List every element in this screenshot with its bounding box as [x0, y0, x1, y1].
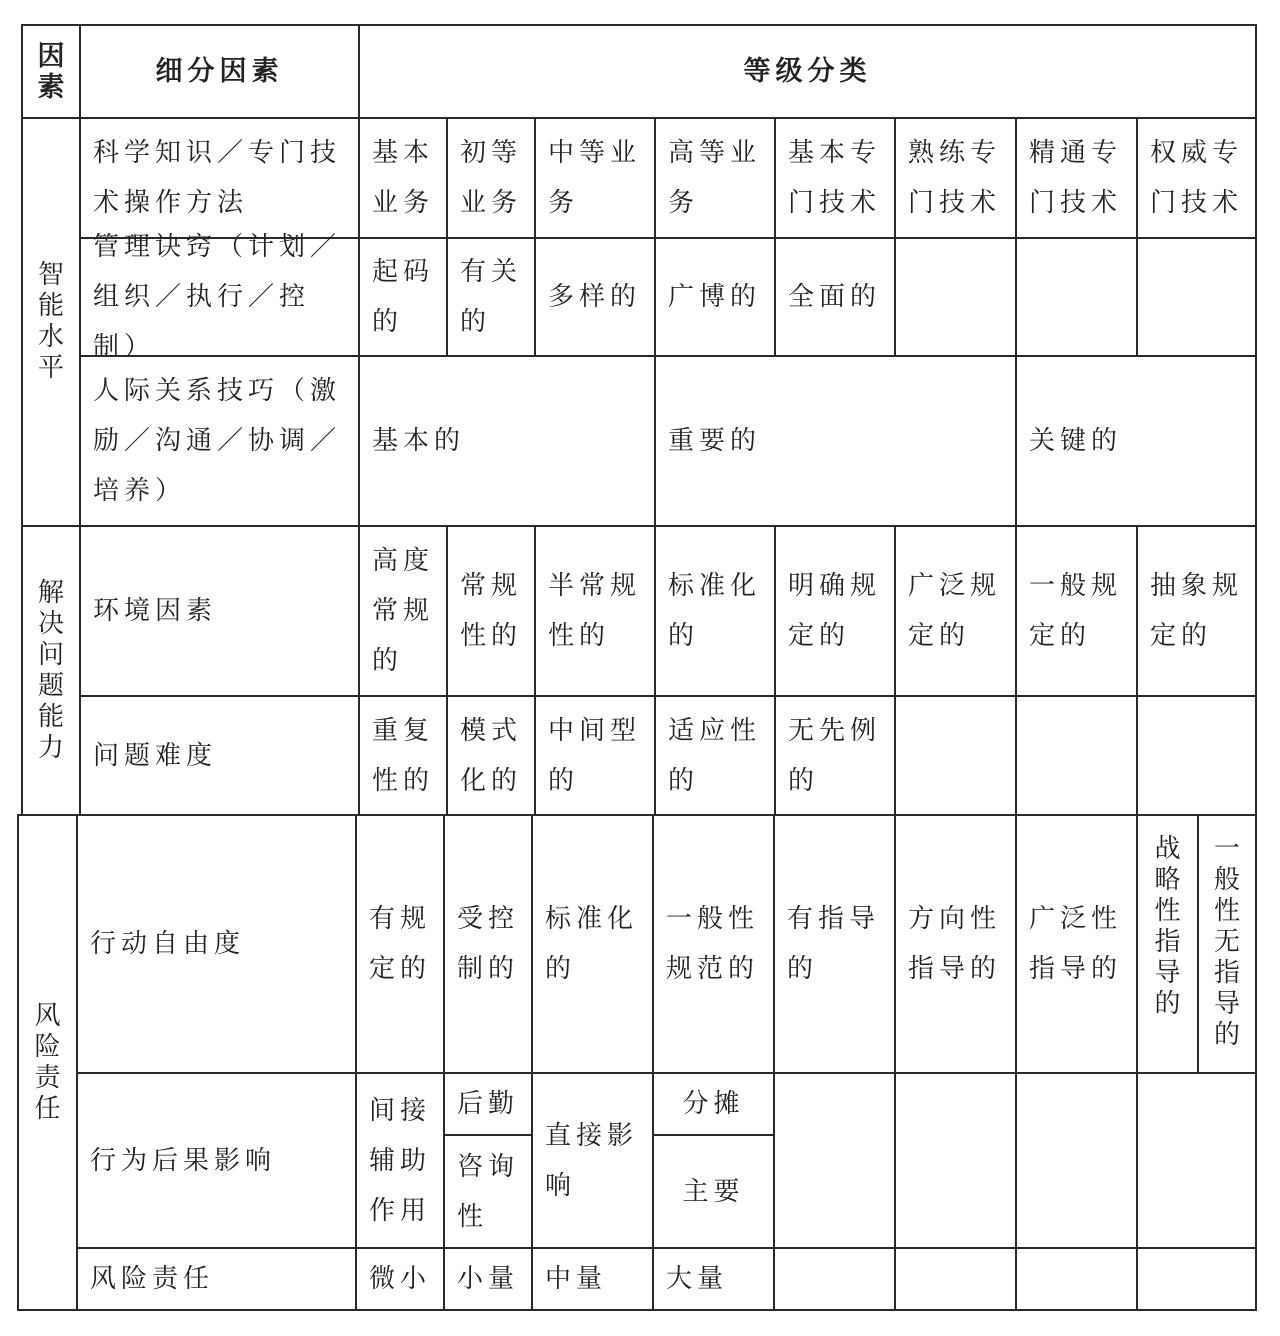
level-cell [1015, 1247, 1138, 1311]
level-cell [774, 117, 896, 239]
level-cell [358, 695, 448, 816]
level-cell [1136, 117, 1257, 239]
level-cell [1015, 525, 1138, 697]
level-cell [1015, 814, 1138, 1074]
level-cell [1136, 1072, 1257, 1249]
level-cell [358, 525, 448, 697]
level-cell [355, 1072, 445, 1249]
level-cell [654, 355, 1017, 527]
level-cell [654, 117, 776, 239]
level-cell [534, 117, 656, 239]
cell-text: 模式化的 [460, 715, 523, 796]
level-cell [358, 117, 448, 239]
level-cell [654, 695, 776, 816]
cell-text: 无先例的 [788, 715, 882, 796]
level-cell [894, 695, 1017, 816]
cell-text: 中等业务 [548, 138, 642, 218]
level-cell [654, 525, 776, 697]
level-cell [1136, 525, 1257, 697]
level-cell [1136, 695, 1257, 816]
level-cell [446, 695, 536, 816]
level-cell [894, 814, 1017, 1074]
cell-text: 人际关系技巧（激励／沟通／协调／培养） [93, 376, 342, 506]
cell-text: 直接影响 [545, 1120, 639, 1201]
cell-text: 全面的 [788, 282, 882, 312]
level-cell [652, 1247, 775, 1311]
cell-text: 抽象规定的 [1150, 571, 1244, 651]
cell-text: 起码的 [372, 257, 435, 337]
cell-text: 行为后果影响 [90, 1145, 277, 1176]
cell-text: 常规性的 [460, 571, 523, 651]
cell-text: 一般性规范的 [666, 904, 760, 984]
level-cell [774, 695, 896, 816]
cell-text: 因素 [37, 40, 65, 103]
cell-text: 智能水平 [37, 260, 64, 383]
cell-text: 咨询性 [457, 1151, 520, 1232]
factor-label [17, 814, 78, 1311]
cell-text: 大量 [666, 1264, 729, 1294]
level-cell [773, 1247, 896, 1311]
cell-text: 微小 [369, 1264, 432, 1294]
level-cell [358, 237, 448, 357]
level-cell [534, 237, 656, 357]
cell-text: 细分因素 [155, 55, 284, 87]
cell-text: 方向性指导的 [908, 904, 1002, 984]
level-cell [1015, 117, 1138, 239]
cell-text: 小量 [457, 1264, 520, 1294]
level-cell [534, 525, 656, 697]
level-cell [894, 117, 1017, 239]
cell-text: 中间型的 [548, 715, 642, 796]
cell-text: 标准化的 [545, 904, 639, 984]
level-cell [652, 814, 775, 1074]
sub-factor-label [79, 355, 360, 527]
cell-text: 中量 [545, 1264, 608, 1294]
factor-label [21, 117, 81, 527]
level-cell [443, 1072, 533, 1136]
cell-text: 间接辅助作用 [369, 1095, 432, 1226]
cell-text: 重复性的 [372, 715, 435, 796]
header-factor [21, 24, 81, 119]
level-cell [652, 1134, 775, 1249]
cell-text: 有规定的 [369, 904, 432, 984]
level-cell [531, 814, 654, 1074]
cell-text: 解决问题能力 [37, 577, 64, 763]
cell-text: 风险责任 [90, 1264, 215, 1294]
cell-text: 一般规定的 [1029, 571, 1123, 651]
level-cell [1136, 1247, 1257, 1311]
cell-text: 基本的 [372, 426, 466, 456]
cell-text: 等级分类 [743, 55, 872, 87]
level-cell [774, 237, 896, 357]
cell-text: 一般性无指导的 [1213, 834, 1240, 1050]
level-cell [652, 1072, 775, 1136]
header-grade [358, 24, 1257, 119]
cell-text: 主要 [682, 1176, 745, 1207]
level-cell [446, 237, 536, 357]
cell-text: 熟练专门技术 [908, 138, 1002, 218]
level-cell [1015, 237, 1138, 357]
header-sub-factor [79, 24, 360, 119]
level-cell [654, 237, 776, 357]
level-cell [443, 1247, 533, 1311]
level-cell [894, 525, 1017, 697]
cell-text: 受控制的 [457, 904, 520, 984]
cell-text: 重要的 [668, 426, 762, 456]
cell-text: 多样的 [548, 282, 642, 312]
cell-text: 基本业务 [372, 138, 435, 218]
cell-text: 行动自由度 [90, 929, 246, 959]
cell-text: 高度常规的 [372, 546, 435, 676]
cell-text: 标准化的 [668, 571, 762, 651]
sub-factor-label [79, 232, 360, 362]
cell-text: 适应性的 [668, 715, 762, 796]
level-cell [531, 1247, 654, 1311]
cell-text: 广泛性指导的 [1029, 904, 1123, 984]
level-cell [1015, 1072, 1138, 1249]
level-cell [774, 525, 896, 697]
level-cell [531, 1072, 654, 1249]
cell-text: 分摊 [682, 1089, 745, 1119]
level-cell [1197, 814, 1257, 1074]
sub-factor-label [76, 1072, 357, 1249]
level-cell [773, 814, 896, 1074]
cell-text: 环境因素 [93, 596, 218, 626]
cell-text: 风险责任 [34, 1000, 61, 1124]
cell-text: 关键的 [1029, 426, 1123, 456]
level-cell [894, 1072, 1017, 1249]
level-cell [446, 117, 536, 239]
cell-text: 后勤 [457, 1089, 520, 1119]
level-cell [894, 1247, 1017, 1311]
cell-text: 半常规性的 [548, 571, 642, 651]
sub-factor-label [79, 525, 360, 697]
sub-factor-label [76, 1247, 357, 1311]
cell-text: 初等业务 [460, 138, 523, 218]
cell-text: 问题难度 [93, 740, 218, 771]
cell-text: 有指导的 [787, 904, 881, 984]
level-cell [358, 355, 656, 527]
cell-text: 广泛规定的 [908, 571, 1002, 651]
level-cell [443, 1134, 533, 1249]
cell-text: 基本专门技术 [788, 138, 882, 218]
level-cell [355, 814, 445, 1074]
cell-text: 战略性指导的 [1154, 834, 1181, 1019]
level-cell [534, 695, 656, 816]
sub-factor-label [79, 117, 360, 239]
level-cell [443, 814, 533, 1074]
cell-text: 管理诀窍（计划／组织／执行／控制） [93, 232, 342, 362]
cell-text: 有关的 [460, 257, 523, 337]
level-cell [1015, 695, 1138, 816]
level-cell [773, 1072, 896, 1249]
cell-text: 广博的 [668, 282, 762, 312]
level-cell [1015, 355, 1257, 527]
factor-label [21, 525, 81, 816]
level-cell [446, 525, 536, 697]
cell-text: 精通专门技术 [1029, 138, 1123, 218]
level-cell [1136, 237, 1257, 357]
level-cell [894, 237, 1017, 357]
sub-factor-label [76, 814, 357, 1074]
cell-text: 权威专门技术 [1150, 138, 1244, 218]
level-cell [355, 1247, 445, 1311]
cell-text: 明确规定的 [788, 571, 882, 651]
level-cell [1136, 814, 1199, 1074]
cell-text: 高等业务 [668, 138, 762, 218]
cell-text: 科学知识／专门技术操作方法 [93, 138, 342, 218]
sub-factor-label [79, 695, 360, 816]
